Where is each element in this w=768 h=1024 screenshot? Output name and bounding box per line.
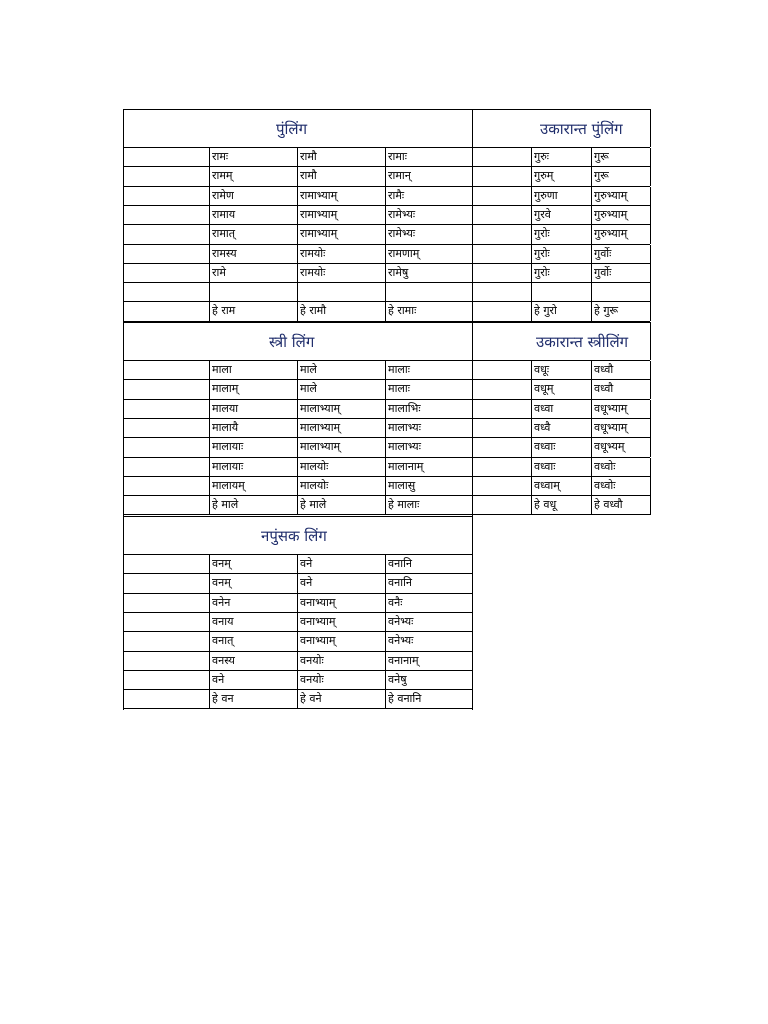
table-cell[interactable]: वधूम् (531, 380, 591, 399)
table-row (123, 476, 472, 495)
table-row (123, 360, 472, 379)
table-cell[interactable]: वध्वै (531, 419, 591, 438)
table-cell[interactable]: हे वधू (531, 496, 591, 515)
table-row (472, 495, 650, 514)
table-cell[interactable]: रामौ (297, 167, 385, 186)
table-cell[interactable]: गुर्वोः (591, 264, 650, 283)
row-right-border (650, 302, 651, 321)
section-divider (123, 322, 650, 323)
table-cell[interactable]: मालाभ्यः (385, 438, 472, 457)
table-row (123, 612, 472, 631)
table-cell[interactable]: मालाभिः (385, 400, 472, 419)
table-cell[interactable]: रामेभ्यः (385, 225, 472, 244)
table-cell[interactable]: हे गुरो (531, 302, 591, 321)
table-cell[interactable]: गुरुभ्याम् (591, 206, 650, 225)
table-row (472, 301, 650, 320)
row-right-border (650, 206, 651, 225)
row-right-border (650, 264, 651, 283)
table-row (123, 670, 472, 689)
table-row (123, 651, 472, 670)
section-title-stri-ling: स्त्री लिंग (269, 333, 315, 351)
row-right-border (472, 594, 473, 613)
row-right-border (650, 167, 651, 186)
table-cell[interactable]: गुरू (591, 167, 650, 186)
table-cell[interactable]: वधूः (531, 361, 591, 380)
table-cell[interactable]: मालायै (209, 419, 297, 438)
table-row (123, 418, 472, 437)
table-row (472, 166, 650, 185)
table-cell[interactable]: रामम् (209, 167, 297, 186)
table-cell[interactable]: वनाय (209, 613, 297, 632)
row-right-border (650, 419, 651, 438)
table-cell[interactable]: वधूभ्यम् (591, 438, 650, 457)
table-row (472, 360, 650, 379)
table-row (472, 244, 650, 263)
table-cell[interactable]: रामाभ्याम् (297, 206, 385, 225)
table-cell[interactable]: मालाभ्याम् (297, 400, 385, 419)
table-cell[interactable]: मालाः (385, 361, 472, 380)
table-row (472, 186, 650, 205)
table-cell[interactable] (209, 283, 297, 302)
table-row (123, 573, 472, 592)
row-right-border (650, 400, 651, 419)
table-cell[interactable]: रामान् (385, 167, 472, 186)
table-cell[interactable]: मालायम् (209, 477, 297, 496)
table-cell[interactable]: हे वने (297, 690, 385, 709)
table-cell[interactable]: हे रामौ (297, 302, 385, 321)
table-cell[interactable]: वनयोः (297, 671, 385, 690)
table-cell[interactable]: मालासु (385, 477, 472, 496)
table-cell[interactable]: रामयोः (297, 264, 385, 283)
row-right-border (472, 555, 473, 574)
table-cell[interactable]: वध्वौ (591, 361, 650, 380)
table-row (123, 166, 472, 185)
table-cell[interactable]: वनम् (209, 555, 297, 574)
table-cell[interactable]: वध्वाः (531, 438, 591, 457)
table-cell[interactable]: रामयोः (297, 245, 385, 264)
section-bottom-divider (123, 708, 472, 709)
row-right-border (472, 690, 473, 709)
table-cell[interactable]: रामाभ्याम् (297, 187, 385, 206)
table-cell[interactable]: हे रामाः (385, 302, 472, 321)
row-right-border (472, 652, 473, 671)
table-cell[interactable]: गुरोः (531, 245, 591, 264)
section-divider (123, 516, 472, 517)
table-cell[interactable]: गुरू (591, 148, 650, 167)
table-row (123, 593, 472, 612)
table-cell[interactable]: वनेभ्यः (385, 632, 472, 651)
row-right-border (650, 496, 651, 515)
table-cell[interactable]: रामाः (385, 148, 472, 167)
row-right-border (650, 477, 651, 496)
table-cell[interactable]: वधूभ्याम् (591, 400, 650, 419)
table-row (123, 186, 472, 205)
table-row (472, 379, 650, 398)
table-cell[interactable]: मालाम् (209, 380, 297, 399)
table-cell[interactable]: हे माले (209, 496, 297, 515)
table-row (472, 205, 650, 224)
table-row (123, 147, 472, 166)
table-cell[interactable]: हे वध्वौ (591, 496, 650, 515)
table-cell[interactable]: वनेभ्यः (385, 613, 472, 632)
row-right-border (650, 187, 651, 206)
table-cell[interactable]: वध्वाम् (531, 477, 591, 496)
table-cell[interactable]: वनानि (385, 574, 472, 593)
table-cell[interactable]: वने (297, 555, 385, 574)
table-cell[interactable]: वध्वा (531, 400, 591, 419)
table-cell[interactable]: वध्वौ (591, 380, 650, 399)
table-cell[interactable]: मालाः (385, 380, 472, 399)
table-row (123, 689, 472, 708)
table-row (472, 476, 650, 495)
table-row (123, 399, 472, 418)
table-cell[interactable]: मालयोः (297, 477, 385, 496)
table-row (123, 205, 472, 224)
table-cell[interactable]: रामैः (385, 187, 472, 206)
table-cell[interactable] (591, 283, 650, 302)
table-row (472, 224, 650, 243)
table-cell[interactable]: वनानि (385, 555, 472, 574)
table-cell[interactable]: रामेण (209, 187, 297, 206)
row-right-border (472, 671, 473, 690)
table-row (472, 147, 650, 166)
table-cell[interactable]: मालयोः (297, 458, 385, 477)
row-right-border (650, 438, 651, 457)
table-cell[interactable]: वनेषु (385, 671, 472, 690)
table-cell[interactable]: माले (297, 380, 385, 399)
table-cell[interactable]: रामेषु (385, 264, 472, 283)
table-cell[interactable]: मालाभ्याम् (297, 419, 385, 438)
table-row (123, 263, 472, 282)
table-cell[interactable]: गुर्वोः (591, 245, 650, 264)
table-cell[interactable]: वनम् (209, 574, 297, 593)
table-cell[interactable] (297, 283, 385, 302)
table-cell[interactable]: हे मालाः (385, 496, 472, 515)
table-row (123, 244, 472, 263)
table-row (472, 418, 650, 437)
table-cell[interactable]: वने (297, 574, 385, 593)
table-cell[interactable]: गुरुम् (531, 167, 591, 186)
table-cell[interactable]: रामाभ्याम् (297, 225, 385, 244)
table-cell[interactable]: रामात् (209, 225, 297, 244)
table-row (472, 263, 650, 282)
table-cell[interactable]: हे गुरू (591, 302, 650, 321)
table-cell[interactable] (531, 283, 591, 302)
table-cell[interactable]: वने (209, 671, 297, 690)
table-cell[interactable]: माला (209, 361, 297, 380)
row-right-border (472, 613, 473, 632)
table-cell[interactable]: गुरोः (531, 264, 591, 283)
table-cell[interactable]: रामौ (297, 148, 385, 167)
table-cell[interactable]: रामणाम् (385, 245, 472, 264)
section-title-ukarant-striling: उकारान्त स्त्रीलिंग (536, 333, 629, 351)
table-row (472, 399, 650, 418)
table-cell[interactable]: मालायाः (209, 458, 297, 477)
row-right-border (650, 283, 651, 302)
table-cell[interactable]: वनाभ्याम् (297, 632, 385, 651)
section-title-napunsak-ling: नपुंसक लिंग (261, 527, 327, 545)
table-cell[interactable]: हे वन (209, 690, 297, 709)
table-cell[interactable]: माले (297, 361, 385, 380)
top-border (123, 109, 650, 110)
right-block-border (650, 322, 651, 360)
section-title-ukarant-pulling: उकारान्त पुंलिंग (540, 120, 623, 138)
table-cell[interactable]: मालानाम् (385, 458, 472, 477)
table-row (472, 282, 650, 301)
table-cell[interactable]: गुरुणा (531, 187, 591, 206)
row-right-border (650, 458, 651, 477)
table-cell[interactable]: वनयोः (297, 652, 385, 671)
table-cell[interactable]: वनाभ्याम् (297, 594, 385, 613)
table-cell[interactable]: गुरवे (531, 206, 591, 225)
table-cell[interactable]: हे माले (297, 496, 385, 515)
table-row (123, 631, 472, 650)
table-cell[interactable]: हे राम (209, 302, 297, 321)
row-right-border (650, 245, 651, 264)
table-cell[interactable]: मालाभ्यः (385, 419, 472, 438)
table-cell[interactable]: रामे (209, 264, 297, 283)
table-cell[interactable]: मालया (209, 400, 297, 419)
table-cell[interactable]: वनस्य (209, 652, 297, 671)
row-right-border (650, 361, 651, 380)
table-row (123, 554, 472, 573)
table-cell[interactable]: वनात् (209, 632, 297, 651)
right-block-border (650, 109, 651, 147)
table-cell[interactable]: वध्वाः (531, 458, 591, 477)
row-right-border (472, 574, 473, 593)
table-row (472, 437, 650, 456)
table-cell[interactable]: गुरुभ्याम् (591, 225, 650, 244)
table-row (472, 457, 650, 476)
table-cell[interactable]: वध्वोः (591, 458, 650, 477)
table-row (123, 379, 472, 398)
table-cell[interactable]: गुरुभ्याम् (591, 187, 650, 206)
table-row (123, 224, 472, 243)
table-cell[interactable]: रामः (209, 148, 297, 167)
table-row (123, 495, 472, 514)
table-cell[interactable]: हे वनानि (385, 690, 472, 709)
row-right-border (650, 380, 651, 399)
table-cell[interactable]: रामस्य (209, 245, 297, 264)
section-title-pulling: पुंलिंग (276, 120, 308, 138)
table-row (123, 282, 472, 301)
row-right-border (650, 148, 651, 167)
table-row (123, 457, 472, 476)
row-right-border (650, 225, 651, 244)
table-cell[interactable]: वनैः (385, 594, 472, 613)
table-cell[interactable]: वनाभ्याम् (297, 613, 385, 632)
table-cell[interactable]: वध्वोः (591, 477, 650, 496)
table-cell[interactable]: रामेभ्यः (385, 206, 472, 225)
table-row (123, 437, 472, 456)
table-row (123, 301, 472, 320)
section-bottom-divider (472, 514, 650, 515)
table-cell[interactable]: वधूभ्याम् (591, 419, 650, 438)
table-cell[interactable]: रामाय (209, 206, 297, 225)
table-cell[interactable]: गुरुः (531, 148, 591, 167)
table-cell[interactable]: गुरोः (531, 225, 591, 244)
table-cell[interactable]: वनानाम् (385, 652, 472, 671)
table-cell[interactable]: मालाभ्याम् (297, 438, 385, 457)
table-cell[interactable] (385, 283, 472, 302)
row-right-border (472, 632, 473, 651)
table-cell[interactable]: मालायाः (209, 438, 297, 457)
table-cell[interactable]: वनेन (209, 594, 297, 613)
